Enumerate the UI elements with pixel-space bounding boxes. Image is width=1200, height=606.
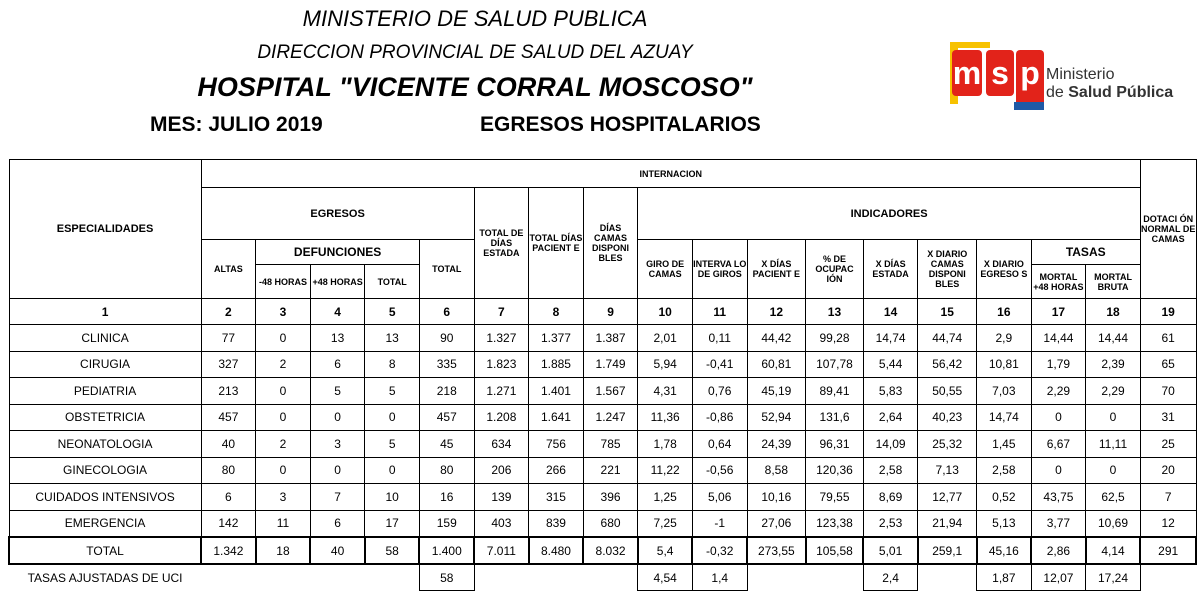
column-number: 2	[201, 299, 256, 325]
msp-logo-mark	[950, 36, 1045, 116]
table-cell: 139	[474, 484, 529, 511]
table-cell: 77	[201, 325, 256, 352]
table-cell: 11,22	[638, 457, 693, 484]
table-cell: 1.387	[583, 325, 638, 352]
table-cell: 45,19	[747, 378, 806, 405]
table-cell: 1.377	[529, 325, 584, 352]
table-cell: 5,44	[863, 351, 918, 378]
header-internacion: INTERNACION	[201, 160, 1140, 188]
table-cell: 3,77	[1031, 510, 1086, 537]
logo-line2: de Salud Pública	[1046, 84, 1174, 101]
table-cell: 10,69	[1086, 510, 1141, 537]
table-cell: 21,94	[918, 510, 977, 537]
table-cell: 80	[419, 457, 474, 484]
header-egresos: EGRESOS	[201, 188, 474, 240]
table-cell: 10,16	[747, 484, 806, 511]
direction-title: DIRECCION PROVINCIAL DE SALUD DEL AZUAY	[257, 42, 693, 63]
table-cell: 221	[583, 457, 638, 484]
table-cell: 61	[1140, 325, 1196, 352]
table-cell: 2,29	[1031, 378, 1086, 405]
header-def-48plus: +48 HORAS	[311, 265, 366, 298]
table-cell: 5,13	[977, 510, 1032, 537]
table-cell: 70	[1140, 378, 1196, 405]
table-cell: 14,44	[1031, 325, 1086, 352]
table-cell: 0	[256, 378, 311, 405]
table-cell: 0	[1086, 404, 1141, 431]
table-cell: 7,13	[918, 457, 977, 484]
table-cell: -0,86	[692, 404, 747, 431]
table-cell: 0,76	[692, 378, 747, 405]
table-cell: 44,42	[747, 325, 806, 352]
total-cell: -0,32	[692, 537, 747, 564]
table-cell: 56,42	[918, 351, 977, 378]
adjusted-cell: 1,87	[977, 564, 1032, 591]
table-cell: 79,55	[806, 484, 864, 511]
header-total-dias-paciente: TOTAL DÍAS PACIENT E	[529, 188, 584, 299]
total-cell: 7.011	[474, 537, 529, 564]
total-cell: 40	[310, 537, 365, 564]
specialty-name: NEONATOLOGIA	[9, 431, 201, 458]
table-cell: 6,67	[1031, 431, 1086, 458]
adjusted-cell: 12,07	[1031, 564, 1086, 591]
table-cell: 1.885	[529, 351, 584, 378]
table-cell: 7,03	[977, 378, 1032, 405]
table-cell: 131,6	[806, 404, 864, 431]
total-cell: 273,55	[747, 537, 806, 564]
table-cell: 1.247	[583, 404, 638, 431]
table-cell: 8,69	[863, 484, 918, 511]
table-cell: 2,58	[977, 457, 1032, 484]
total-cell: 45,16	[977, 537, 1032, 564]
empty-cell	[474, 564, 529, 591]
table-cell: 2	[256, 431, 311, 458]
table-cell: 14,09	[863, 431, 918, 458]
table-cell: 123,38	[806, 510, 864, 537]
table-cell: 1.327	[474, 325, 529, 352]
logo-text	[1046, 66, 1173, 102]
table-cell: 0	[365, 457, 420, 484]
specialty-name: CIRUGIA	[9, 351, 201, 378]
table-cell: 634	[474, 431, 529, 458]
total-cell: 4,14	[1086, 537, 1141, 564]
table-cell: 0	[1086, 457, 1141, 484]
table-cell: 0	[365, 404, 420, 431]
table-cell: -1	[692, 510, 747, 537]
total-label: TOTAL	[9, 537, 201, 564]
header-x-diario-egresos: X DIARIO EGRESO S	[977, 240, 1032, 299]
table-cell: 0	[256, 404, 311, 431]
table-cell: 14,74	[863, 325, 918, 352]
column-number: 19	[1140, 299, 1196, 325]
empty-cell	[918, 564, 977, 591]
header-total-dias-estada: TOTAL DE DÍAS ESTADA	[474, 188, 529, 299]
table-cell: 218	[419, 378, 474, 405]
table-cell: 403	[474, 510, 529, 537]
empty-cell	[310, 564, 365, 591]
table-cell: 839	[529, 510, 584, 537]
table-cell: 1,45	[977, 431, 1032, 458]
column-number: 18	[1086, 299, 1141, 325]
table-cell: 11,36	[638, 404, 693, 431]
total-cell: 8.480	[529, 537, 584, 564]
table-cell: 13	[310, 325, 365, 352]
table-cell: 50,55	[918, 378, 977, 405]
column-number: 13	[806, 299, 864, 325]
ministry-title: MINISTERIO DE SALUD PUBLICA	[302, 6, 648, 31]
table-cell: 89,41	[806, 378, 864, 405]
column-number: 4	[310, 299, 365, 325]
total-cell: 58	[365, 537, 420, 564]
header-giro: GIRO DE CAMAS	[638, 240, 693, 299]
table-cell: 60,81	[747, 351, 806, 378]
total-cell: 8.032	[583, 537, 638, 564]
table-cell: 27,06	[747, 510, 806, 537]
column-number: 8	[529, 299, 584, 325]
table-cell: -0,41	[692, 351, 747, 378]
hospital-title: HOSPITAL "VICENTE CORRAL MOSCOSO"	[197, 72, 753, 102]
empty-cell	[806, 564, 864, 591]
column-number: 1	[9, 299, 201, 325]
table-cell: 40,23	[918, 404, 977, 431]
table-cell: 0,52	[977, 484, 1032, 511]
adjusted-cell: 58	[419, 564, 474, 591]
table-cell: 10,81	[977, 351, 1032, 378]
column-number-row	[9, 299, 1196, 325]
table-cell: 7	[1140, 484, 1196, 511]
table-cell: 8	[365, 351, 420, 378]
table-cell: 25	[1140, 431, 1196, 458]
table-row	[9, 378, 1196, 405]
table-cell: 2,39	[1086, 351, 1141, 378]
table-cell: 396	[583, 484, 638, 511]
table-cell: 266	[529, 457, 584, 484]
total-cell: 5,01	[863, 537, 918, 564]
empty-cell	[201, 564, 256, 591]
adjusted-row	[9, 564, 1196, 591]
msp-logo	[950, 36, 1185, 116]
table-cell: 24,39	[747, 431, 806, 458]
table-cell: 6	[201, 484, 256, 511]
header-dias-camas: DÍAS CAMAS DISPONI BLES	[583, 188, 638, 299]
table-cell: 31	[1140, 404, 1196, 431]
header-total: TOTAL	[419, 240, 474, 299]
table-cell: 335	[419, 351, 474, 378]
table-cell: 756	[529, 431, 584, 458]
table-cell: 1.749	[583, 351, 638, 378]
table-cell: 1.271	[474, 378, 529, 405]
table-cell: 206	[474, 457, 529, 484]
table-cell: 0,11	[692, 325, 747, 352]
table-cell: 680	[583, 510, 638, 537]
specialty-name: CUIDADOS INTENSIVOS	[9, 484, 201, 511]
column-number: 7	[474, 299, 529, 325]
header-tasas: TASAS	[1032, 240, 1140, 265]
total-cell: 18	[256, 537, 311, 564]
header-ocupacion: % DE OCUPAC IÓN	[806, 240, 864, 299]
total-cell: 105,58	[806, 537, 864, 564]
table-row	[9, 325, 1196, 352]
column-number: 10	[638, 299, 693, 325]
table-cell: 1.641	[529, 404, 584, 431]
header-especialidades: ESPECIALIDADES	[9, 160, 201, 299]
table-cell: 2,53	[863, 510, 918, 537]
empty-cell	[747, 564, 806, 591]
header-altas: ALTAS	[201, 240, 256, 299]
header-defunciones: DEFUNCIONES	[256, 240, 419, 265]
empty-cell	[365, 564, 420, 591]
total-cell: 1.400	[419, 537, 474, 564]
specialty-name: PEDIATRIA	[9, 378, 201, 405]
specialty-name: CLINICA	[9, 325, 201, 352]
column-number: 15	[918, 299, 977, 325]
adjusted-cell: 2,4	[863, 564, 918, 591]
total-cell: 259,1	[918, 537, 977, 564]
table-cell: 1.208	[474, 404, 529, 431]
table-cell: 142	[201, 510, 256, 537]
total-cell: 1.342	[201, 537, 256, 564]
table-cell: 0	[256, 457, 311, 484]
table-cell: 5	[365, 378, 420, 405]
logo-line1: Ministerio	[1046, 66, 1115, 83]
column-number: 16	[977, 299, 1032, 325]
table-cell: 1,25	[638, 484, 693, 511]
table-cell: 5,83	[863, 378, 918, 405]
table-cell: 315	[529, 484, 584, 511]
table-cell: 120,36	[806, 457, 864, 484]
table-row	[9, 431, 1196, 458]
column-number: 17	[1031, 299, 1086, 325]
table-cell: 5,06	[692, 484, 747, 511]
empty-cell	[529, 564, 584, 591]
column-number: 11	[692, 299, 747, 325]
column-number: 5	[365, 299, 420, 325]
table-cell: 5	[310, 378, 365, 405]
header-x-diario-camas: X DIARIO CAMAS DISPONI BLES	[918, 240, 977, 299]
table-cell: 5	[365, 431, 420, 458]
column-number: 3	[256, 299, 311, 325]
column-number: 9	[583, 299, 638, 325]
header-x-dias-estada: X DÍAS ESTADA	[863, 240, 918, 299]
table-cell: 25,32	[918, 431, 977, 458]
table-cell: 62,5	[1086, 484, 1141, 511]
table-cell: 14,44	[1086, 325, 1141, 352]
table-cell: 7	[310, 484, 365, 511]
table-cell: 0	[256, 325, 311, 352]
table-cell: 159	[419, 510, 474, 537]
adjusted-label: TASAS AJUSTADAS DE UCI	[27, 570, 183, 585]
table-cell: 457	[419, 404, 474, 431]
table-cell: 45	[419, 431, 474, 458]
table-cell: 3	[310, 431, 365, 458]
empty-cell	[256, 564, 311, 591]
column-number: 14	[863, 299, 918, 325]
table-cell: 12,77	[918, 484, 977, 511]
table-cell: 1,78	[638, 431, 693, 458]
table-cell: 16	[419, 484, 474, 511]
table-cell: 1.567	[583, 378, 638, 405]
table-cell: 96,31	[806, 431, 864, 458]
table-cell: 6	[310, 510, 365, 537]
logo-p: p	[1020, 55, 1040, 91]
table-cell: 90	[419, 325, 474, 352]
table-cell: 10	[365, 484, 420, 511]
table-cell: -0,56	[692, 457, 747, 484]
table-cell: 0	[1031, 404, 1086, 431]
total-cell: 291	[1140, 537, 1196, 564]
table-cell: 7,25	[638, 510, 693, 537]
empty-cell	[583, 564, 638, 591]
table-cell: 107,78	[806, 351, 864, 378]
month-label: MES: JULIO 2019	[150, 113, 323, 136]
table-cell: 0	[1031, 457, 1086, 484]
table-cell: 12	[1140, 510, 1196, 537]
egresos-table	[8, 159, 1197, 591]
header-intervalo: INTERVA LO DE GIROS	[692, 240, 747, 299]
specialty-name: GINECOLOGIA	[9, 457, 201, 484]
logo-s: s	[991, 55, 1009, 91]
header-x-dias-paciente: X DÍAS PACIENT E	[747, 240, 806, 299]
table-cell: 40	[201, 431, 256, 458]
table-cell: 4,31	[638, 378, 693, 405]
table-cell: 1.823	[474, 351, 529, 378]
table-cell: 5,94	[638, 351, 693, 378]
table-row	[9, 484, 1196, 511]
header-mortal-48: MORTAL +48 HORAS	[1032, 265, 1087, 298]
table-cell: 20	[1140, 457, 1196, 484]
report-title: EGRESOS HOSPITALARIOS	[480, 113, 761, 136]
specialty-name: EMERGENCIA	[9, 510, 201, 537]
table-cell: 11	[256, 510, 311, 537]
table-cell: 17	[365, 510, 420, 537]
total-row	[9, 537, 1196, 564]
table-cell: 11,11	[1086, 431, 1141, 458]
table-cell: 6	[310, 351, 365, 378]
table-cell: 8,58	[747, 457, 806, 484]
column-number: 6	[419, 299, 474, 325]
table-cell: 3	[256, 484, 311, 511]
empty-cell	[1140, 564, 1196, 591]
total-cell: 5,4	[638, 537, 693, 564]
table-row	[9, 404, 1196, 431]
table-cell: 52,94	[747, 404, 806, 431]
table-cell: 2	[256, 351, 311, 378]
column-number: 12	[747, 299, 806, 325]
table-cell: 43,75	[1031, 484, 1086, 511]
table-cell: 0	[310, 457, 365, 484]
table-cell: 99,28	[806, 325, 864, 352]
table-cell: 327	[201, 351, 256, 378]
header-mortal-bruta: MORTAL BRUTA	[1094, 271, 1132, 292]
header-indicadores: INDICADORES	[638, 188, 1140, 240]
table-cell: 2,58	[863, 457, 918, 484]
total-cell: 2,86	[1031, 537, 1086, 564]
table-cell: 65	[1140, 351, 1196, 378]
table-cell: 2,29	[1086, 378, 1141, 405]
table-cell: 457	[201, 404, 256, 431]
table-row	[9, 457, 1196, 484]
table-row	[9, 351, 1196, 378]
table-cell: 2,9	[977, 325, 1032, 352]
table-cell: 0	[310, 404, 365, 431]
table-cell: 213	[201, 378, 256, 405]
table-cell: 1,79	[1031, 351, 1086, 378]
header-def-total: TOTAL	[377, 276, 407, 287]
table-cell: 1.401	[529, 378, 584, 405]
header-def-48: -48 HORAS	[256, 265, 311, 298]
logo-m: m	[952, 55, 982, 91]
table-row	[9, 510, 1196, 537]
table-cell: 44,74	[918, 325, 977, 352]
specialty-name: OBSTETRICIA	[9, 404, 201, 431]
adjusted-cell: 17,24	[1086, 564, 1141, 591]
table-cell: 80	[201, 457, 256, 484]
table-cell: 13	[365, 325, 420, 352]
adjusted-cell: 4,54	[638, 564, 693, 591]
table-cell: 785	[583, 431, 638, 458]
table-cell: 14,74	[977, 404, 1032, 431]
table-cell: 2,01	[638, 325, 693, 352]
table-cell: 2,64	[863, 404, 918, 431]
table-cell: 0,64	[692, 431, 747, 458]
adjusted-cell: 1,4	[692, 564, 747, 591]
header-dotacion: DOTACI ÓN NORMAL DE CAMAS	[1140, 160, 1196, 299]
